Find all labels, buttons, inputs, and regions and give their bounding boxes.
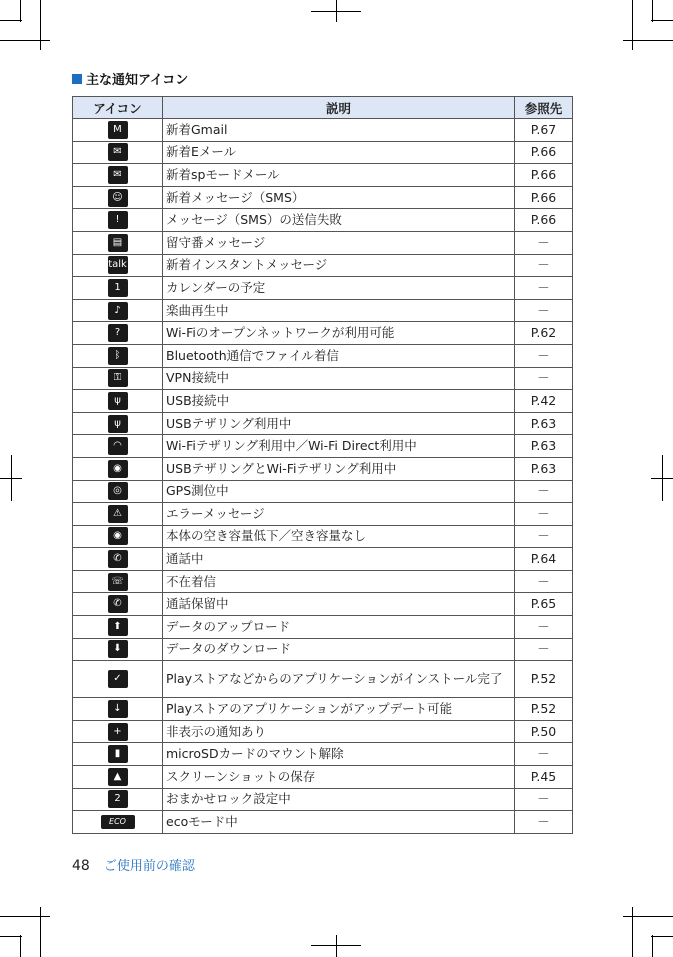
icon-cell: [73, 480, 163, 503]
sd-card-icon: ▮: [108, 745, 128, 763]
reference-cell: －: [515, 811, 573, 834]
table-header-row: [73, 97, 573, 119]
reference-cell: P.50: [515, 720, 573, 743]
description-cell: USBテザリング利用中: [163, 412, 515, 435]
icon-cell: [73, 164, 163, 187]
call-hold-icon: ✆: [108, 595, 128, 613]
icon-cell: [73, 119, 163, 142]
icon-cell: [73, 390, 163, 413]
icon-cell: [73, 503, 163, 526]
description-cell: ecoモード中: [163, 811, 515, 834]
table-row: [73, 638, 573, 661]
icon-cell: [73, 231, 163, 254]
reference-cell: P.66: [515, 141, 573, 164]
table-row: [73, 186, 573, 209]
reference-cell: P.65: [515, 593, 573, 616]
call-icon: ✆: [108, 550, 128, 568]
description-cell: スクリーンショットの保存: [163, 766, 515, 789]
wifi-open-icon: ?: [108, 324, 128, 342]
table-row: [73, 299, 573, 322]
crop-mark: [632, 0, 633, 50]
table-row: [73, 548, 573, 571]
reference-cell: P.63: [515, 412, 573, 435]
icon-cell: [73, 299, 163, 322]
reference-cell: －: [515, 277, 573, 300]
music-icon: ♪: [108, 302, 128, 320]
email-icon: ✉: [108, 143, 128, 161]
icon-cell: [73, 141, 163, 164]
table-row: [73, 616, 573, 639]
table-row: [73, 720, 573, 743]
table-row: [73, 209, 573, 232]
reference-cell: －: [515, 367, 573, 390]
table-row: [73, 231, 573, 254]
description-cell: データのアップロード: [163, 616, 515, 639]
icon-cell: [73, 743, 163, 766]
table-row: [73, 367, 573, 390]
notification-icon-table: [72, 96, 573, 834]
table-row: [73, 254, 573, 277]
upload-icon: ⬆: [108, 618, 128, 636]
table-row: [73, 743, 573, 766]
reference-cell: －: [515, 788, 573, 811]
table-row: [73, 277, 573, 300]
table-row: [73, 661, 573, 698]
crop-mark: [662, 455, 663, 501]
download-icon: ⬇: [108, 640, 128, 658]
usb-wifi-tether-icon: ◉: [108, 460, 128, 478]
icon-cell: [73, 322, 163, 345]
reference-cell: －: [515, 344, 573, 367]
table-row: [73, 766, 573, 789]
more-notifications-icon: +: [108, 723, 128, 741]
description-cell: 新着メッセージ（SMS）: [163, 186, 515, 209]
description-cell: カレンダーの予定: [163, 277, 515, 300]
description-cell: Playストアなどからのアプリケーションがインストール完了: [163, 661, 515, 698]
reference-cell: P.66: [515, 186, 573, 209]
table-row: [73, 503, 573, 526]
icon-cell: [73, 344, 163, 367]
description-cell: GPS測位中: [163, 480, 515, 503]
section-title-text: 主な通知アイコン: [86, 73, 189, 88]
icon-cell: [73, 412, 163, 435]
table-row: [73, 480, 573, 503]
icon-cell: [73, 661, 163, 698]
description-cell: 新着spモードメール: [163, 164, 515, 187]
missed-call-icon: ☏: [108, 573, 128, 591]
description-cell: 新着インスタントメッセージ: [163, 254, 515, 277]
icon-cell: [73, 698, 163, 721]
icon-cell: [73, 811, 163, 834]
crop-mark: [11, 455, 12, 501]
message-icon: ☺: [108, 189, 128, 207]
crop-mark: [632, 907, 633, 957]
description-cell: おまかせロック設定中: [163, 788, 515, 811]
storage-low-icon: ◉: [108, 527, 128, 545]
table-row: [73, 344, 573, 367]
description-cell: 不在着信: [163, 570, 515, 593]
table-row: [73, 811, 573, 834]
table-row: [73, 435, 573, 458]
icon-cell: [73, 548, 163, 571]
header-description: 説明: [163, 97, 515, 119]
description-cell: 本体の空き容量低下／空き容量なし: [163, 525, 515, 548]
description-cell: USB接続中: [163, 390, 515, 413]
gmail-icon: M: [108, 121, 128, 139]
reference-cell: P.67: [515, 119, 573, 142]
reference-cell: P.62: [515, 322, 573, 345]
sp-mail-icon: ✉: [108, 166, 128, 184]
description-cell: 留守番メッセージ: [163, 231, 515, 254]
reference-cell: －: [515, 525, 573, 548]
reference-cell: P.64: [515, 548, 573, 571]
description-cell: 新着Gmail: [163, 119, 515, 142]
reference-cell: P.63: [515, 457, 573, 480]
icon-cell: [73, 367, 163, 390]
crop-mark: [20, 0, 21, 22]
table-row: [73, 570, 573, 593]
voicemail-icon: ▤: [108, 234, 128, 252]
crop-mark: [0, 40, 50, 41]
table-row: [73, 119, 573, 142]
vpn-key-icon: ⚿: [108, 369, 128, 387]
wifi-tether-icon: ◠: [108, 437, 128, 455]
play-store-update-icon: ↓: [108, 700, 128, 718]
screenshot-icon: ▲: [108, 768, 128, 786]
icon-cell: [73, 638, 163, 661]
message-error-icon: !: [108, 211, 128, 229]
description-cell: Bluetooth通信でファイル着信: [163, 344, 515, 367]
description-cell: 通話中: [163, 548, 515, 571]
description-cell: Wi-Fiのオープンネットワークが利用可能: [163, 322, 515, 345]
icon-cell: [73, 435, 163, 458]
reference-cell: －: [515, 616, 573, 639]
icon-cell: [73, 616, 163, 639]
reference-cell: P.42: [515, 390, 573, 413]
crop-mark: [0, 916, 50, 917]
section-title: [72, 69, 188, 88]
crop-mark: [651, 936, 673, 937]
table-row: [73, 141, 573, 164]
crop-mark: [20, 935, 21, 957]
description-cell: USBテザリングとWi-Fiテザリング利用中: [163, 457, 515, 480]
icon-cell: [73, 788, 163, 811]
icon-cell: [73, 209, 163, 232]
description-cell: データのダウンロード: [163, 638, 515, 661]
icon-cell: [73, 766, 163, 789]
table-row: [73, 322, 573, 345]
description-cell: エラーメッセージ: [163, 503, 515, 526]
table-row: [73, 390, 573, 413]
crop-mark: [40, 0, 41, 50]
reference-cell: －: [515, 503, 573, 526]
table-row: [73, 412, 573, 435]
reference-cell: －: [515, 638, 573, 661]
icon-cell: [73, 525, 163, 548]
table-row: [73, 593, 573, 616]
chapter-title: ご使用前の確認: [103, 859, 195, 874]
talk-icon: talk: [108, 256, 128, 274]
table-row: [73, 164, 573, 187]
crop-mark: [40, 907, 41, 957]
crop-mark: [0, 20, 22, 21]
crop-mark: [0, 936, 22, 937]
description-cell: microSDカードのマウント解除: [163, 743, 515, 766]
reference-cell: P.52: [515, 661, 573, 698]
reference-cell: －: [515, 743, 573, 766]
warning-icon: ⚠: [108, 505, 128, 523]
description-cell: メッセージ（SMS）の送信失敗: [163, 209, 515, 232]
description-cell: 非表示の通知あり: [163, 720, 515, 743]
table-row: [73, 788, 573, 811]
reference-cell: －: [515, 299, 573, 322]
play-store-installed-icon: ✓: [108, 670, 128, 688]
description-cell: 通話保留中: [163, 593, 515, 616]
crop-mark: [336, 0, 337, 22]
icon-cell: [73, 720, 163, 743]
crop-mark: [652, 0, 653, 22]
description-cell: 楽曲再生中: [163, 299, 515, 322]
page-number: 48: [72, 858, 90, 874]
table-row: [73, 525, 573, 548]
icon-cell: [73, 457, 163, 480]
reference-cell: P.66: [515, 209, 573, 232]
table-row: [73, 457, 573, 480]
reference-cell: －: [515, 231, 573, 254]
description-cell: Playストアのアプリケーションがアップデート可能: [163, 698, 515, 721]
description-cell: Wi-Fiテザリング利用中／Wi-Fi Direct利用中: [163, 435, 515, 458]
reference-cell: P.52: [515, 698, 573, 721]
icon-cell: [73, 277, 163, 300]
description-cell: 新着Eメール: [163, 141, 515, 164]
icon-cell: [73, 254, 163, 277]
crop-mark: [652, 935, 653, 957]
description-cell: VPN接続中: [163, 367, 515, 390]
crop-mark: [623, 916, 673, 917]
header-reference: 参照先: [515, 97, 573, 119]
reference-cell: －: [515, 480, 573, 503]
icon-cell: [73, 186, 163, 209]
reference-cell: P.66: [515, 164, 573, 187]
crop-mark: [623, 40, 673, 41]
reference-cell: P.45: [515, 766, 573, 789]
crop-mark: [336, 935, 337, 957]
calendar-icon: 1: [108, 279, 128, 297]
icon-cell: [73, 570, 163, 593]
eco-icon: ECO: [101, 815, 135, 829]
reference-cell: －: [515, 570, 573, 593]
table-row: [73, 698, 573, 721]
gps-icon: ◎: [108, 482, 128, 500]
crop-mark: [651, 20, 673, 21]
reference-cell: P.63: [515, 435, 573, 458]
square-bullet-icon: [72, 74, 82, 84]
header-icon: アイコン: [73, 97, 163, 119]
lock-icon: 2: [108, 790, 128, 808]
bluetooth-icon: ᛒ: [108, 347, 128, 365]
page-footer: [72, 855, 195, 874]
reference-cell: －: [515, 254, 573, 277]
icon-cell: [73, 593, 163, 616]
usb-icon: ψ: [108, 392, 128, 410]
usb-tether-icon: ψ: [108, 415, 128, 433]
